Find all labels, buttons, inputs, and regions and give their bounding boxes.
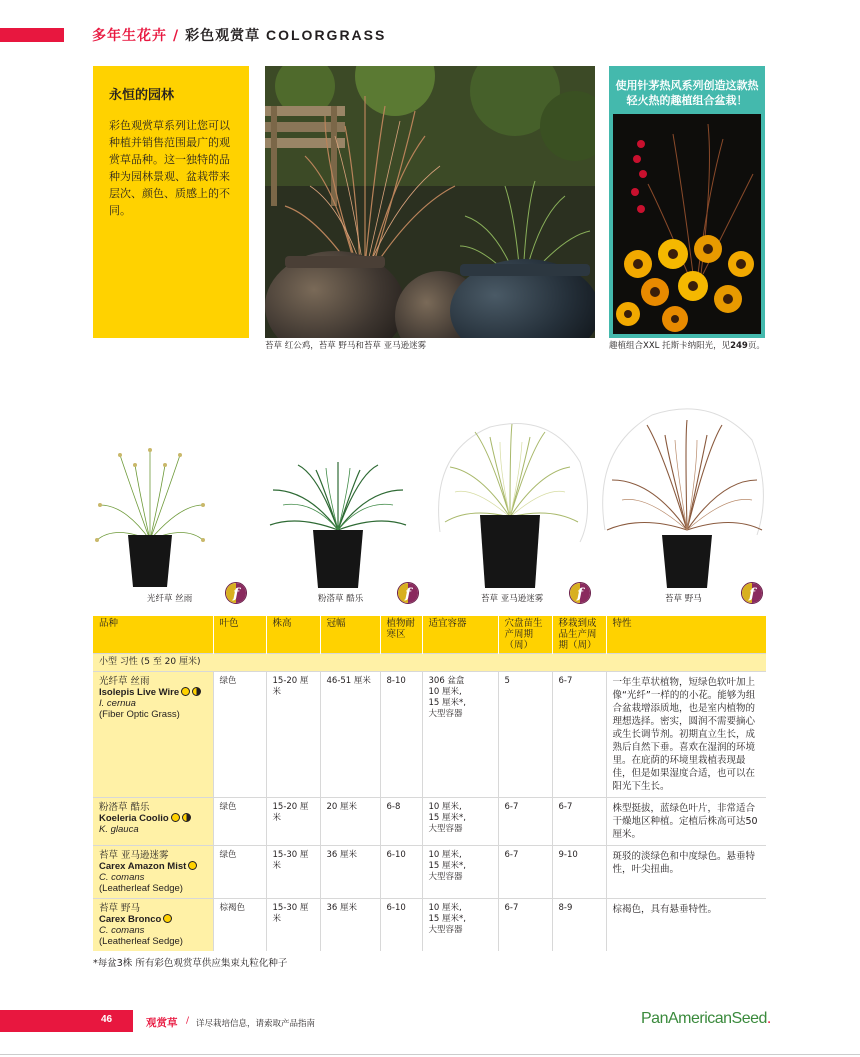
footer-accent-bar — [0, 1010, 133, 1032]
spread-cell: 36 厘米 — [320, 846, 380, 899]
intro-body: 彩色观赏草系列让您可以种植并销售范围最广的观赏草品种。这一独特的品种为园林景观、盆栽带来层次、颜色、质感上的不同。 — [109, 119, 230, 217]
variety-name-cn: 光纤草 丝雨 — [99, 676, 150, 687]
plant-photo-amazon-mist — [430, 412, 590, 590]
container-item: 306 盆盒 — [428, 676, 465, 686]
plug-weeks-cell: 6-7 — [498, 846, 552, 899]
plug-weeks-cell: 6-7 — [498, 899, 552, 952]
footer-slash: / — [186, 1016, 190, 1026]
container-item: 10 厘米, — [428, 687, 462, 697]
plug-weeks-cell: 6-7 — [498, 798, 552, 846]
container-item: 大型容器 — [428, 872, 463, 882]
side-photo-caption — [609, 339, 765, 351]
variety-cell — [93, 846, 213, 899]
plug-weeks-cell: 5 — [498, 672, 552, 798]
intro-title: 永恒的园林 — [109, 88, 175, 103]
table-row — [93, 899, 766, 952]
logo-text: PanAmericanSeed — [641, 1010, 767, 1027]
container-cell — [422, 672, 498, 798]
side-photo-panel — [609, 66, 765, 338]
variety-name-en: Carex Bronco — [99, 914, 207, 925]
container-item: 10 厘米, — [428, 802, 462, 812]
section-label: 小型 习性 (5 至 20 厘米) — [93, 654, 766, 672]
logo-dot: . — [766, 1010, 771, 1027]
feature-cell: 株型挺拔，蓝绿色叶片，非常适合干燥地区种植。定植后株高可达50厘米。 — [606, 798, 766, 846]
col-header-leaf: 叶色 — [213, 616, 266, 654]
side-photo-headline: 使用针茅热风系列创造这款热轻火热的趣植组合盆栽！ — [615, 79, 759, 107]
finish-weeks-cell: 9-10 — [552, 846, 606, 899]
side-caption-page: 249 — [730, 341, 748, 351]
plant-photo-isolepis — [95, 445, 205, 590]
leaf-cell: 绿色 — [213, 672, 266, 798]
side-caption-suffix: 页。 — [747, 341, 765, 351]
f-badge-icon — [225, 582, 247, 604]
variety-name-cn: 苔草 野马 — [99, 903, 141, 914]
feature-cell: 一年生草状植物，短绿色软叶加上像“光纤”一样的的小花。能够为组合盆栽增添质地，也是室内植物的理想选择。密实，圆润不需要摘心或生长调节剂。初期直立生长，成熟后自然下垂。喜欢在湿润的环境里。在庇荫的环境里栽植表现最佳，但是如果湿度合适，也可以在阳光下生长。 — [606, 672, 766, 798]
feature-cell: 斑驳的淡绿色和中度绿色。悬垂特性，叶尖扭曲。 — [606, 846, 766, 899]
spread-cell: 46-51 厘米 — [320, 672, 380, 798]
variety-latin: I. cernua — [99, 698, 136, 709]
container-item: 大型容器 — [428, 709, 463, 719]
height-cell: 15-30 厘米 — [266, 846, 320, 899]
table-section-row — [93, 654, 766, 672]
zone-cell: 6-8 — [380, 798, 422, 846]
variety-name-cn: 粉溚草 酷乐 — [99, 802, 150, 813]
feature-cell: 棕褐色，具有悬垂特性。 — [606, 899, 766, 952]
plant-label-3: 苔草 亚马逊迷雾 — [481, 594, 544, 604]
plant-photo-koeleria — [268, 460, 408, 590]
plant-label-2: 粉溚草 酷乐 — [318, 594, 364, 604]
plant-label-4: 苔草 野马 — [665, 594, 702, 604]
col-header-zone: 植物耐寒区 — [380, 616, 422, 654]
plant-label-1: 光纤草 丝雨 — [147, 594, 193, 604]
full-sun-icon — [181, 687, 190, 696]
variety-common: (Leatherleaf Sedge) — [99, 883, 183, 894]
container-item: 15 厘米*, — [428, 813, 466, 823]
container-cell — [422, 899, 498, 952]
header-slash: / — [173, 28, 180, 44]
finish-weeks-cell: 6-7 — [552, 798, 606, 846]
f-badge-icon — [741, 582, 763, 604]
leaf-cell: 棕褐色 — [213, 899, 266, 952]
variety-name-en: Koeleria Coolio — [99, 813, 207, 824]
col-header-plug-weeks: 穴盘苗生产周期（周） — [498, 616, 552, 654]
part-shade-icon — [192, 687, 201, 696]
height-cell: 15-30 厘米 — [266, 899, 320, 952]
table-header-row — [93, 616, 766, 654]
page-header-title — [92, 25, 386, 45]
col-header-variety: 品种 — [93, 616, 213, 654]
finish-weeks-cell: 8-9 — [552, 899, 606, 952]
spread-cell: 36 厘米 — [320, 899, 380, 952]
side-caption-text: 趣植组合XXL 托斯卡纳阳光，见 — [609, 341, 731, 351]
header-subcategory: 彩色观赏草 — [185, 28, 261, 44]
col-header-feature: 特性 — [606, 616, 766, 654]
container-item: 15 厘米*, — [428, 861, 466, 871]
svg-text:f: f — [232, 586, 240, 602]
container-cell — [422, 846, 498, 899]
side-photo — [613, 114, 761, 334]
header-category: 多年生花卉 — [92, 28, 167, 44]
variety-common: (Leatherleaf Sedge) — [99, 936, 183, 947]
leaf-cell: 绿色 — [213, 846, 266, 899]
table-footnote: *每盆3株 所有彩色观赏草供应集束丸粒化种子 — [93, 958, 288, 969]
varieties-table — [93, 616, 766, 951]
svg-text:f: f — [404, 586, 412, 602]
header-english-title: COLORGRASS — [266, 27, 387, 43]
intro-box — [93, 66, 249, 338]
variety-cell — [93, 798, 213, 846]
footer-note: 详尽栽培信息，请索取产品指南 — [196, 1019, 316, 1029]
potted-grasses-illustration — [265, 66, 595, 338]
plant-photo-bronco — [597, 400, 767, 590]
container-item: 15 厘米*, — [428, 698, 466, 708]
footer-section: 观赏草 — [146, 1017, 178, 1029]
main-photo — [265, 66, 595, 338]
col-header-height: 株高 — [266, 616, 320, 654]
table-row — [93, 798, 766, 846]
height-cell: 15-20 厘米 — [266, 798, 320, 846]
combination-planter-illustration — [613, 114, 761, 334]
svg-text:f: f — [748, 586, 756, 602]
variety-name-en: Isolepis Live Wire — [99, 687, 207, 698]
footer-divider — [0, 1054, 860, 1055]
zone-cell: 6-10 — [380, 846, 422, 899]
container-cell — [422, 798, 498, 846]
main-photo-caption: 苔草 红公鸡，苔草 野马和苔草 亚马逊迷雾 — [265, 341, 427, 351]
table-row — [93, 846, 766, 899]
leaf-cell: 绿色 — [213, 798, 266, 846]
col-header-spread: 冠幅 — [320, 616, 380, 654]
container-item: 10 厘米, — [428, 903, 462, 913]
full-sun-icon — [188, 861, 197, 870]
page-number: 46 — [101, 1014, 113, 1025]
full-sun-icon — [171, 813, 180, 822]
variety-latin: K. glauca — [99, 824, 139, 835]
table-row — [93, 672, 766, 798]
container-item: 10 厘米, — [428, 850, 462, 860]
variety-cell — [93, 672, 213, 798]
container-item: 15 厘米*, — [428, 914, 466, 924]
variety-latin: C. comans — [99, 925, 145, 936]
svg-text:f: f — [576, 586, 584, 602]
f-badge-icon — [569, 582, 591, 604]
variety-name-en: Carex Amazon Mist — [99, 861, 207, 872]
panamerican-logo — [641, 1010, 771, 1028]
height-cell: 15-20 厘米 — [266, 672, 320, 798]
header-accent-bar — [0, 28, 64, 42]
spread-cell: 20 厘米 — [320, 798, 380, 846]
finish-weeks-cell: 6-7 — [552, 672, 606, 798]
col-header-finish-weeks: 移栽到成品生产周期（周） — [552, 616, 606, 654]
container-item: 大型容器 — [428, 824, 463, 834]
full-sun-icon — [163, 914, 172, 923]
container-item: 大型容器 — [428, 925, 463, 935]
variety-latin: C. comans — [99, 872, 145, 883]
f-badge-icon — [397, 582, 419, 604]
variety-name-cn: 苔草 亚马逊迷雾 — [99, 850, 169, 861]
part-shade-icon — [182, 813, 191, 822]
col-header-container: 适宜容器 — [422, 616, 498, 654]
zone-cell: 8-10 — [380, 672, 422, 798]
variety-cell — [93, 899, 213, 952]
zone-cell: 6-10 — [380, 899, 422, 952]
variety-common: (Fiber Optic Grass) — [99, 709, 180, 720]
